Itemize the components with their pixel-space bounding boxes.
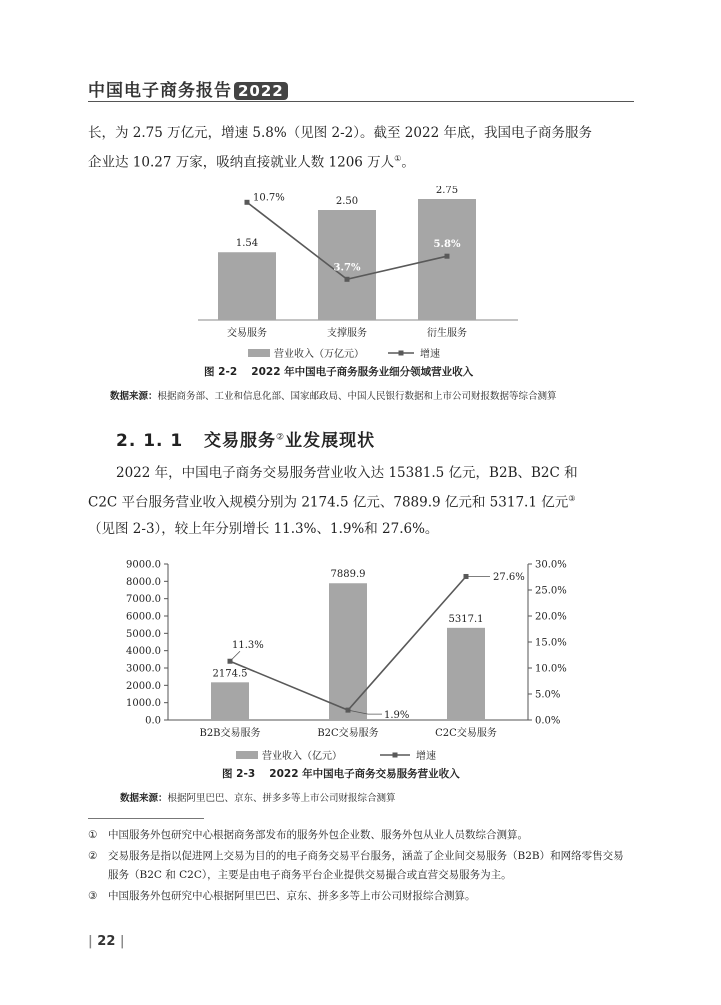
chart2-bar	[211, 682, 249, 720]
chart2-y2-tick-label: 0.0%	[535, 715, 561, 727]
chart1-bar	[418, 199, 476, 320]
transaction-revenue-chart	[120, 552, 590, 764]
chart2-y2-tick-label: 10.0%	[535, 663, 567, 675]
chart2-category-label: C2C交易服务	[435, 728, 497, 739]
footnote-ref-1: ①	[394, 154, 402, 163]
chart2-bar	[329, 583, 367, 720]
chart1-growth-point	[345, 277, 350, 282]
report-title: 中国电子商务报告	[88, 81, 232, 101]
chart1-growth-label: 5.8%	[433, 239, 461, 251]
chart2-y2-tick-label: 30.0%	[535, 559, 567, 571]
header-rule	[88, 101, 634, 102]
chart1-bar-label: 1.54	[235, 238, 259, 250]
chart1-bar-label: 2.50	[335, 196, 359, 207]
footnotes	[88, 826, 633, 906]
chart2-y-tick-label: 3000.0	[126, 663, 161, 675]
footnote-2: ② 交易服务是指以促进网上交易为目的的电子商务交易平台服务，涵盖了企业间交易服务（B2B）和网络零售交易服务（B2C 和 C2C），主要是由电子商务平台企业提供交易撮合或直营交易服务为主。	[88, 850, 624, 881]
chart2-legend-bar-label: 营业收入（亿元）	[262, 751, 342, 762]
chart1-growth-label: 10.7%	[253, 192, 285, 204]
chart2-y2-tick-label: 15.0%	[535, 637, 567, 649]
chart2-y2-tick-label: 5.0%	[535, 689, 561, 701]
chart2-y-tick-label: 6000.0	[126, 611, 161, 623]
chart1-legend-bar-label: 营业收入（万亿元）	[274, 349, 364, 360]
footnote-rule	[88, 818, 204, 819]
chart2-growth-label: 27.6%	[493, 571, 525, 583]
chart2-bar	[447, 628, 485, 720]
chart2-bar-label: 5317.1	[448, 613, 484, 625]
section-number: 2. 1. 1	[116, 431, 184, 451]
figure-2-2-caption: 图 2-2 2022 年中国电子商务服务业细分领域营业收入	[204, 366, 474, 378]
footnote-ref-2: ②	[276, 432, 286, 443]
chart2-bar-label: 7889.9	[330, 569, 366, 581]
chart2-legend-line-marker	[393, 753, 398, 758]
chart2-y-tick-label: 4000.0	[126, 646, 161, 658]
transaction-paragraph	[88, 460, 648, 542]
intro-line-2: 企业达 10.27 万家，吸纳直接就业人数 1206 万人①。	[88, 154, 415, 171]
chart1-category-label: 支撑服务	[327, 328, 367, 339]
chart2-growth-label: 1.9%	[384, 710, 410, 722]
report-header	[88, 76, 288, 101]
year-badge: 2022	[234, 82, 288, 100]
chart1-growth-label: 3.7%	[333, 262, 361, 274]
intro-line-1: 长，为 2.75 万亿元，增速 5.8%（见图 2-2）。截至 2022 年底，我国电子商务服务	[88, 125, 592, 141]
section-title-text: 交易服务	[204, 431, 277, 451]
chart1-growth-point	[445, 254, 450, 259]
chart2-legend-line-label: 增速	[416, 751, 436, 762]
chart1-bar-label: 2.75	[435, 186, 459, 196]
chart2-bar-label: 2174.5	[212, 668, 248, 680]
chart2-y2-tick-label: 20.0%	[535, 611, 567, 623]
transaction-line-3: （见图 2-3），较上年分别增长 11.3%、1.9%和 27.6%。	[88, 520, 439, 537]
chart2-callout-line	[230, 651, 240, 661]
figure-2-3-source: 数据来源：根据阿里巴巴、京东、拼多多等上市公司财报综合测算	[120, 793, 396, 804]
chart2-category-label: B2C交易服务	[317, 728, 379, 739]
section-heading: 2. 1. 1 交易服务②业发展现状	[116, 431, 376, 451]
footnote-1: ① 中国服务外包研究中心根据商务部发布的服务外包企业数、服务外包从业人员数综合测算。	[88, 829, 528, 841]
chart2-y-tick-label: 7000.0	[126, 594, 161, 606]
chart2-y-tick-label: 0.0	[145, 715, 161, 727]
chart2-growth-label: 11.3%	[232, 640, 264, 652]
figure-2-3-caption: 图 2-3 2022 年中国电子商务交易服务营业收入	[222, 768, 460, 780]
page-number: | 22 |	[88, 934, 125, 949]
chart2-y-tick-label: 8000.0	[126, 576, 161, 588]
chart1-legend-line-label: 增速	[420, 349, 440, 360]
chart1-legend-line-marker	[399, 351, 404, 356]
chart1-legend-bar-swatch	[248, 349, 270, 357]
chart2-category-label: B2B交易服务	[199, 728, 261, 739]
chart2-legend-bar-swatch	[236, 751, 258, 759]
chart2-y-tick-label: 9000.0	[126, 559, 161, 571]
chart1-category-label: 交易服务	[227, 328, 267, 339]
chart2-y2-tick-label: 25.0%	[535, 585, 567, 597]
chart2-y-tick-label: 5000.0	[126, 628, 161, 640]
figure-2-2-source: 数据来源：根据商务部、工业和信息化部、国家邮政局、中国人民银行数据和上市公司财报数据等综合测算	[110, 391, 557, 402]
chart1-category-label: 衍生服务	[427, 328, 467, 339]
service-revenue-chart	[190, 186, 520, 364]
transaction-line-1: 2022 年，中国电子商务交易服务营业收入达 15381.5 亿元，B2B、B2C 和	[116, 465, 578, 481]
footnote-ref-3: ③	[568, 494, 576, 503]
intro-paragraph	[88, 120, 648, 176]
footnote-3: ③ 中国服务外包研究中心根据阿里巴巴、京东、拼多多等上市公司财报综合测算。	[88, 890, 476, 902]
chart1-growth-point	[245, 200, 250, 205]
chart2-y-tick-label: 1000.0	[126, 698, 161, 710]
chart1-bar	[218, 252, 276, 320]
chart2-y-tick-label: 2000.0	[126, 680, 161, 692]
transaction-line-2: C2C 平台服务营业收入规模分别为 2174.5 亿元、7889.9 亿元和 5317.1 亿元③	[88, 494, 576, 511]
